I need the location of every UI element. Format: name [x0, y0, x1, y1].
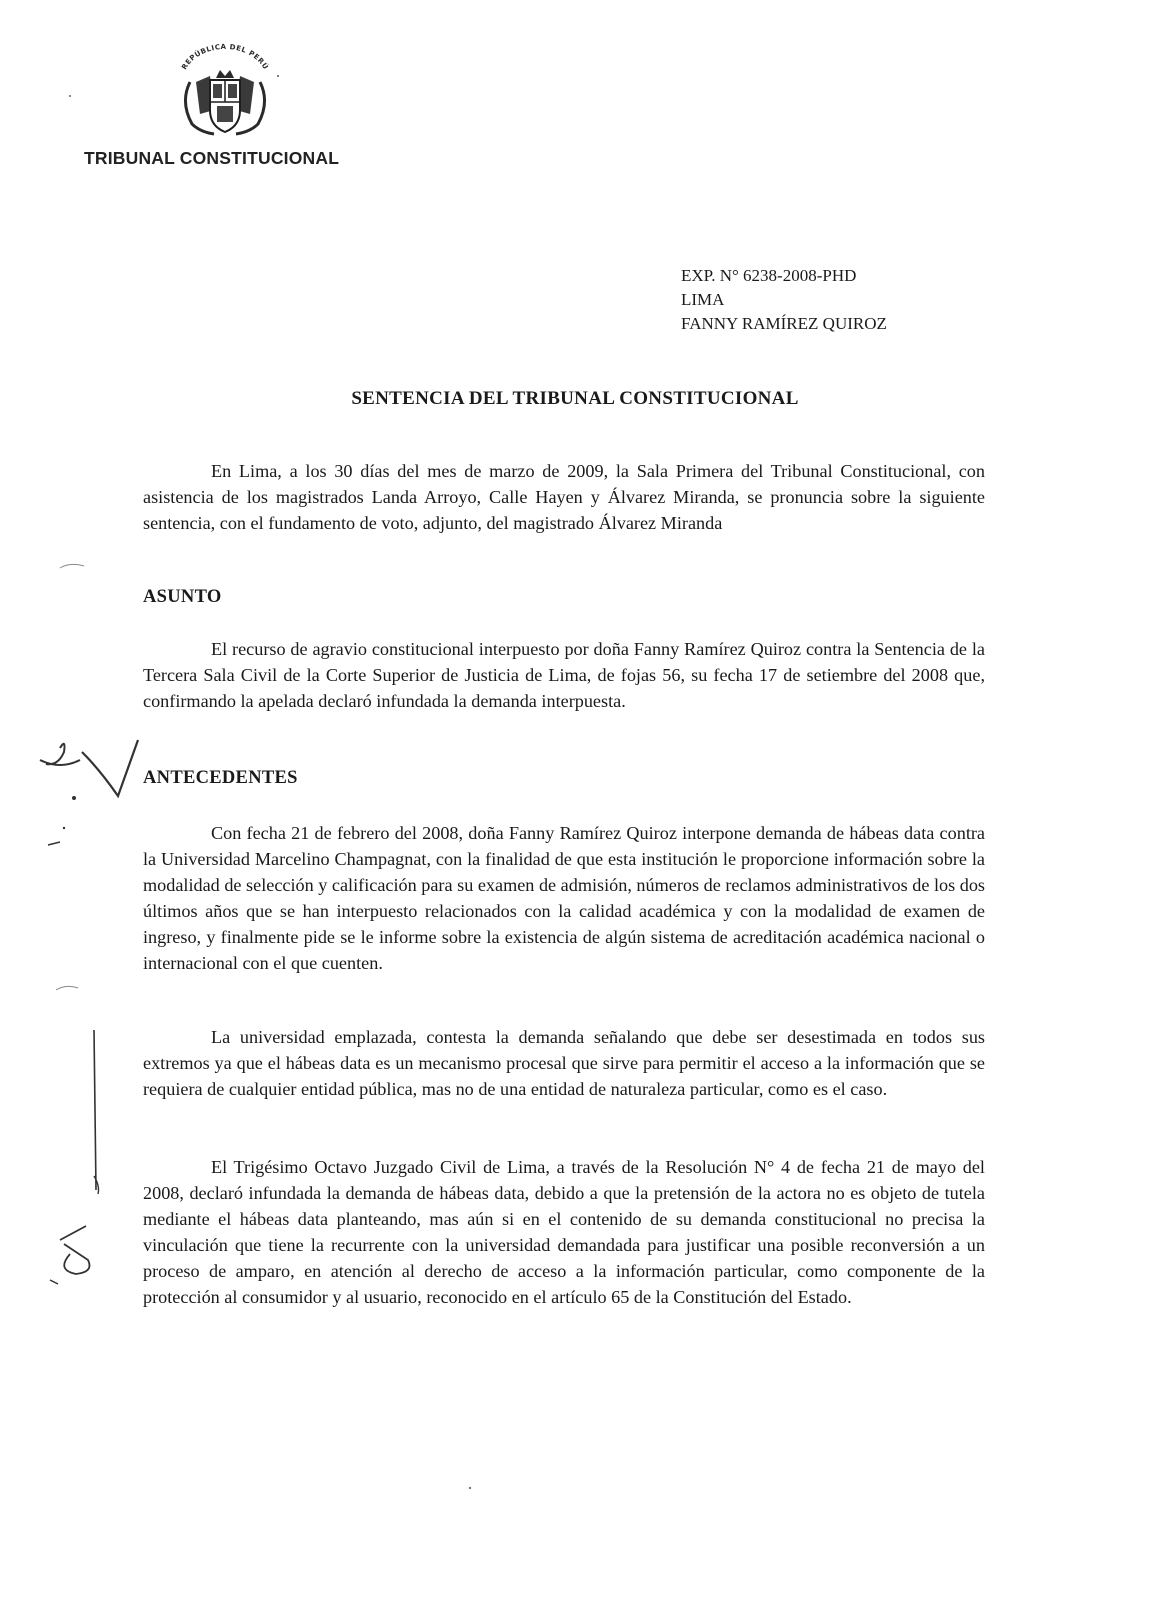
- seal-text: REPÚBLICA DEL PERÚ: [180, 42, 270, 72]
- initial-mark: [40, 744, 80, 765]
- intro-paragraph: En Lima, a los 30 días del mes de marzo de 2009, la Sala Primera del Tribunal Constitucional, con asistencia de los magistrados Landa Arroyo, Calle Hayen y Álvarez Miranda, se pronuncia sobre la siguiente sentencia, con el fundamento de voto, adjunto, del magistrado Álvarez Miranda: [143, 461, 985, 533]
- antecedentes-paragraph-2: La universidad emplazada, contesta la demanda señalando que debe ser desestimada en todos sus extremos ya que el hábeas data es un mecanismo procesal que sirve para permitir el acceso a la información que se requiera de cualquier entidad pública, mas no de una entidad de naturaleza particular, como es el caso.: [143, 1027, 985, 1099]
- margin-line: [94, 1030, 96, 1190]
- antecedentes-paragraph-1: Con fecha 21 de febrero del 2008, doña Fanny Ramírez Quiroz interpone demanda de hábeas data contra la Universidad Marcelino Champagnat, con la finalidad de que esta institución le proporcione información sobre la modalidad de selección y calificación para su examen de admisión, números de reclamos administrativos de los dos últimos años que se han interpuesto relacionados con la calidad académica y con la modalidad de examen de ingreso, y finalmente pide se le informe sobre la existencia de algún sistema de acreditación académica nacional o internacional con el que cuenten.: [143, 823, 985, 973]
- case-number: EXP. N° 6238-2008-PHD: [681, 266, 857, 285]
- asunto-heading: ASUNTO: [143, 587, 222, 607]
- case-city: LIMA: [681, 290, 725, 309]
- antecedentes-heading: ANTECEDENTES: [143, 768, 298, 788]
- document-title: SENTENCIA DEL TRIBUNAL CONSTITUCIONAL: [351, 388, 799, 409]
- asunto-paragraph: El recurso de agravio constitucional interpuesto por doña Fanny Ramírez Quiroz contra la Sentencia de la Tercera Sala Civil de la Corte Superior de Justicia de Lima, de fojas 56, su fecha 17 de setiembre del 2008 que, confirmando la apelada declaró infundada la demanda interpuesta.: [143, 639, 985, 711]
- antecedentes-paragraph-3: El Trigésimo Octavo Juzgado Civil de Lima, a través de la Resolución N° 4 de fecha 21 de mayo del 2008, declaró infundada la demanda de hábeas data, debido a que la pretensión de la actora no es objeto de tutela mediante el hábeas data planteando, mas aún si en el contenido de su demanda constitucional no precisa la vinculación que tiene la recurrente con la universidad demandada para justificar una posible reconversión a un proceso de amparo, en atención al derecho de acceso a la información particular, como componente de la protección al consumidor y al usuario, reconocido en el artículo 65 de la Constitución del Estado.: [143, 1157, 985, 1307]
- institution-name: TRIBUNAL CONSTITUCIONAL: [84, 148, 340, 168]
- check-mark: [82, 740, 138, 796]
- page-number-mark: [60, 1226, 90, 1274]
- svg-text:REPÚBLICA DEL PERÚ: [180, 43, 270, 71]
- coat-of-arms-seal: [170, 40, 280, 140]
- case-block: [681, 264, 887, 336]
- case-party: FANNY RAMÍREZ QUIROZ: [681, 314, 887, 333]
